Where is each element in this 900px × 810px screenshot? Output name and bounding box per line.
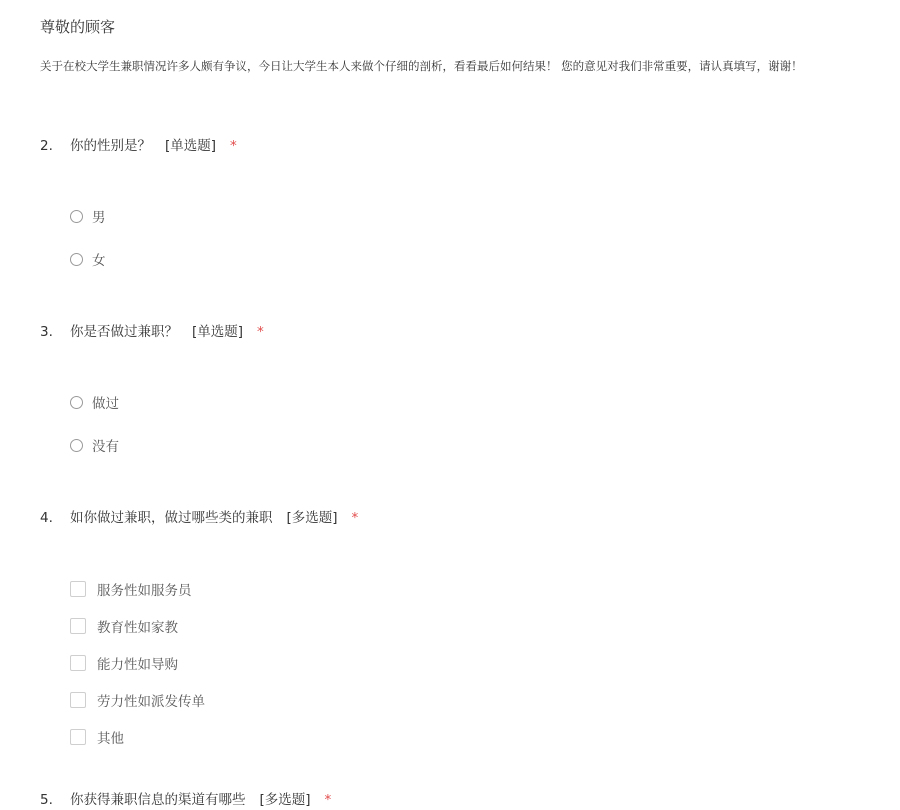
greeting-title: 尊敬的顾客 xyxy=(40,18,116,36)
checkbox[interactable] xyxy=(70,581,86,597)
question-number: 3. xyxy=(40,324,53,340)
option-label: 劳力性如派发传单 xyxy=(97,694,205,710)
question-text: 你获得兼职信息的渠道有哪些 xyxy=(70,792,246,808)
question-title xyxy=(40,322,880,342)
question-type: [多选题] xyxy=(259,792,311,808)
question-title xyxy=(40,508,880,528)
question-number: 2. xyxy=(40,138,53,154)
checkbox[interactable] xyxy=(70,692,86,708)
option-service[interactable] xyxy=(70,579,192,599)
option-label: 女 xyxy=(92,253,106,269)
question-number: 4. xyxy=(40,510,53,526)
checkbox[interactable] xyxy=(70,655,86,671)
option-label: 男 xyxy=(92,210,106,226)
question-title xyxy=(40,790,880,810)
question-type: [多选题] xyxy=(286,510,338,526)
required-marker: * xyxy=(257,324,264,340)
option-yes[interactable] xyxy=(70,392,119,412)
required-marker: * xyxy=(351,510,359,526)
question-title xyxy=(40,136,880,156)
question-3 xyxy=(40,322,880,455)
option-no[interactable] xyxy=(70,435,119,455)
question-text: 如你做过兼职，做过哪些类的兼职 xyxy=(70,510,273,526)
survey-intro: 关于在校大学生兼职情况许多人颇有争议，今日让大学生本人来做个仔细的剖析，看看最后如何结果！ 您的意见对我们非常重要，请认真填写，谢谢！ xyxy=(40,59,803,73)
radio-button[interactable] xyxy=(70,253,83,266)
checkbox[interactable] xyxy=(70,729,86,745)
radio-button[interactable] xyxy=(70,396,83,409)
question-5 xyxy=(40,790,880,810)
checkbox[interactable] xyxy=(70,618,86,634)
option-education[interactable] xyxy=(70,616,178,636)
question-4 xyxy=(40,508,880,747)
option-female[interactable] xyxy=(70,249,106,269)
question-type: [单选题] xyxy=(192,324,244,340)
question-2 xyxy=(40,136,880,269)
question-text: 你是否做过兼职？ xyxy=(70,324,178,340)
radio-button[interactable] xyxy=(70,439,83,452)
option-label: 做过 xyxy=(92,396,119,412)
option-label: 其他 xyxy=(97,731,124,747)
question-number: 5. xyxy=(40,792,53,808)
question-text: 你的性别是？ xyxy=(70,138,151,154)
required-marker: * xyxy=(324,792,332,808)
option-label: 能力性如导购 xyxy=(97,657,178,673)
option-ability[interactable] xyxy=(70,653,178,673)
question-type: [单选题] xyxy=(165,138,217,154)
required-marker: * xyxy=(230,138,237,154)
option-other[interactable] xyxy=(70,727,124,747)
option-male[interactable] xyxy=(70,206,106,226)
option-label: 服务性如服务员 xyxy=(97,583,192,599)
option-labor[interactable] xyxy=(70,690,205,710)
option-label: 教育性如家教 xyxy=(97,620,178,636)
radio-button[interactable] xyxy=(70,210,83,223)
option-label: 没有 xyxy=(92,439,119,455)
